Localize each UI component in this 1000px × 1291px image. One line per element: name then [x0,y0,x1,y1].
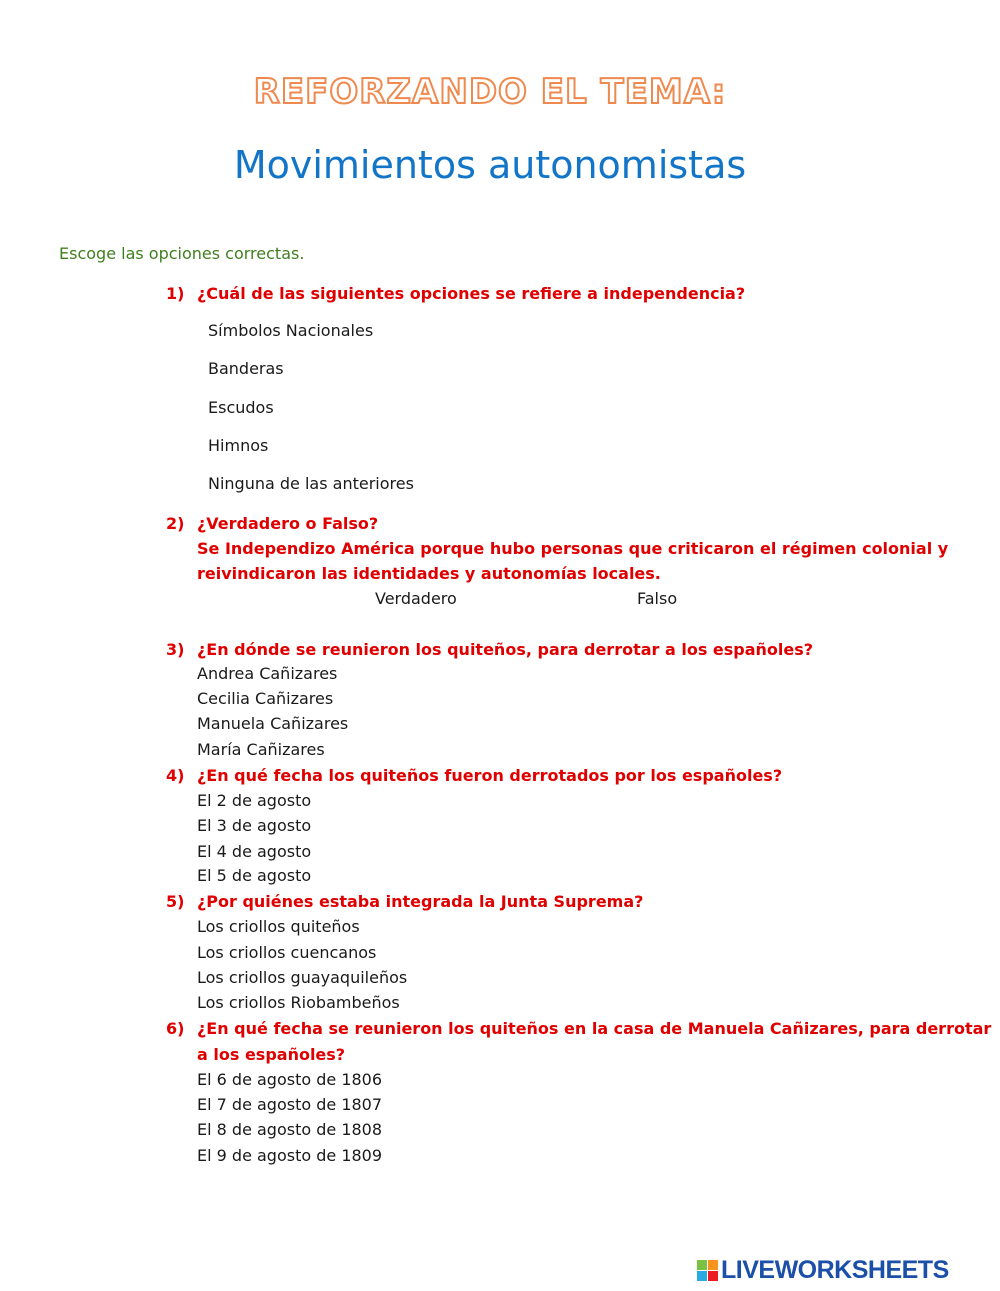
worksheet-subtitle: Movimientos autonomistas [233,143,747,187]
question-6-number: 6) [166,1019,185,1038]
q4-option[interactable]: El 5 de agosto [197,866,312,885]
q1-option[interactable]: Ninguna de las anteriores [208,474,414,493]
logo-block [708,1260,718,1270]
q5-option[interactable]: Los criollos cuencanos [197,943,377,962]
q4-option[interactable]: El 3 de agosto [197,816,312,835]
q3-option[interactable]: Manuela Cañizares [197,714,349,733]
question-2-text: reivindicaron las identidades y autonomías locales. [197,564,661,583]
question-3-text: ¿En dónde se reunieron los quiteños, para derrotar a los españoles? [197,640,814,659]
q5-option[interactable]: Los criollos quiteños [197,917,360,936]
q1-option[interactable]: Himnos [208,436,269,455]
question-2-text: ¿Verdadero o Falso? [197,514,379,533]
q3-option[interactable]: Cecilia Cañizares [197,689,334,708]
question-4-number: 4) [166,766,185,785]
question-2-number: 2) [166,514,185,533]
question-2-text: Se Independizo América porque hubo personas que criticaron el régimen colonial y [197,539,949,558]
question-5-number: 5) [166,892,185,911]
q5-option[interactable]: Los criollos Riobambeños [197,993,400,1012]
liveworksheets-logo[interactable] [697,1255,949,1285]
question-6-text: ¿En qué fecha se reunieron los quiteños en la casa de Manuela Cañizares, para derrotar [197,1019,992,1038]
question-4-text: ¿En qué fecha los quiteños fueron derrotados por los españoles? [197,766,783,785]
worksheet-title: REFORZANDO EL TEMA: [253,72,727,112]
question-6-text: a los españoles? [197,1045,346,1064]
q6-option[interactable]: El 8 de agosto de 1808 [197,1120,383,1139]
logo-blocks-icon [697,1260,718,1281]
logo-block [697,1271,707,1281]
q2-option-false[interactable]: Falso [637,589,678,608]
q1-option[interactable]: Banderas [208,359,284,378]
q6-option[interactable]: El 6 de agosto de 1806 [197,1070,383,1089]
q4-option[interactable]: El 2 de agosto [197,791,312,810]
logo-block [708,1271,718,1281]
q4-option[interactable]: El 4 de agosto [197,842,312,861]
q1-option[interactable]: Símbolos Nacionales [208,321,374,340]
q5-option[interactable]: Los criollos guayaquileños [197,968,408,987]
q1-option[interactable]: Escudos [208,398,274,417]
q3-option[interactable]: Andrea Cañizares [197,664,338,683]
question-3-number: 3) [166,640,185,659]
question-1-number: 1) [166,284,185,303]
question-1-text: ¿Cuál de las siguientes opciones se refiere a independencia? [197,284,746,303]
logo-block [697,1260,707,1270]
logo-text: LIVEWORKSHEETS [721,1255,949,1284]
question-5-text: ¿Por quiénes estaba integrada la Junta Suprema? [197,892,644,911]
instructions: Escoge las opciones correctas. [59,244,305,263]
q6-option[interactable]: El 7 de agosto de 1807 [197,1095,383,1114]
q6-option[interactable]: El 9 de agosto de 1809 [197,1146,383,1165]
q3-option[interactable]: María Cañizares [197,740,325,759]
q2-option-true[interactable]: Verdadero [375,589,457,608]
